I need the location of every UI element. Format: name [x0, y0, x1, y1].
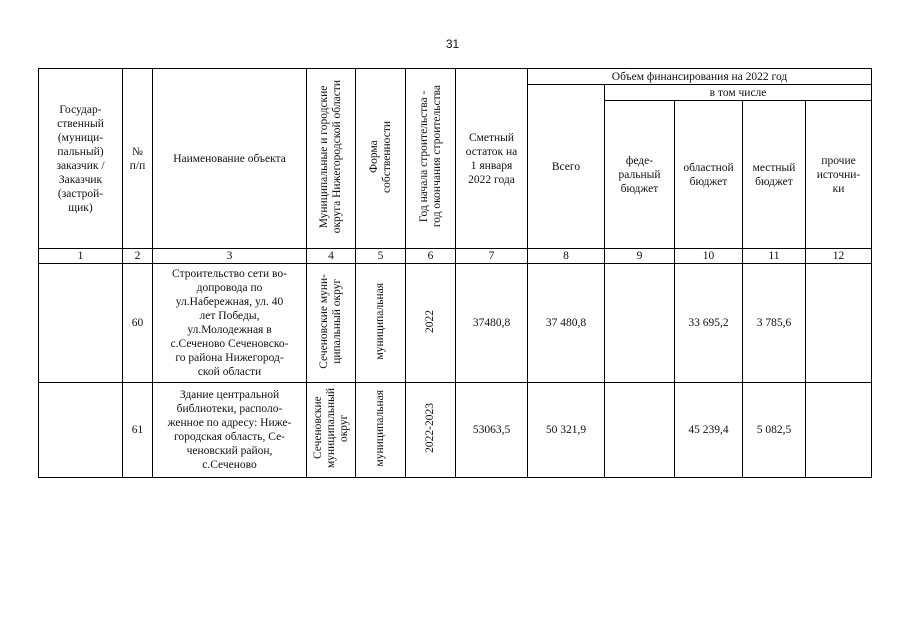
page-number: 31 [445, 37, 460, 51]
header-funding-title: Объем финансирования на 2022 год [528, 69, 872, 85]
cell-local: 5 082,5 [743, 383, 806, 478]
cell-customer [39, 383, 123, 478]
cell-years: 2022-2023 [406, 383, 456, 478]
cell-municipality: Сеченовские муни- ципальный округ [307, 264, 356, 383]
table-row [39, 383, 872, 478]
column-number: 8 [528, 249, 605, 264]
cell-number: 60 [123, 264, 153, 383]
column-number: 11 [743, 249, 806, 264]
cell-other [806, 383, 872, 478]
header-federal: феде- ральный бюджет [605, 101, 675, 249]
column-number: 10 [675, 249, 743, 264]
column-number: 1 [39, 249, 123, 264]
header-customer: Государ- ственный (муници- пальный) заказчик / Заказчик (застрой- щик) [39, 69, 123, 249]
cell-other [806, 264, 872, 383]
header-regional: областной бюджет [675, 101, 743, 249]
header-municipality: Муниципальные и городские округа Нижегородской области [307, 69, 356, 249]
column-number: 5 [356, 249, 406, 264]
header-years: Год начала строительства - год окончания строительства [406, 69, 456, 249]
column-number: 2 [123, 249, 153, 264]
header-other: прочие источни- ки [806, 101, 872, 249]
column-number: 3 [153, 249, 307, 264]
header-ownership: Форма собственности [356, 69, 406, 249]
cell-regional: 33 695,2 [675, 264, 743, 383]
table-row [39, 264, 872, 383]
cell-ownership: муниципальная [356, 383, 406, 478]
header-row [39, 69, 872, 85]
column-number-row [39, 249, 872, 264]
column-number: 9 [605, 249, 675, 264]
cell-total: 50 321,9 [528, 383, 605, 478]
cell-federal [605, 383, 675, 478]
cell-number: 61 [123, 383, 153, 478]
cell-years: 2022 [406, 264, 456, 383]
cell-local: 3 785,6 [743, 264, 806, 383]
cell-regional: 45 239,4 [675, 383, 743, 478]
header-number: № п/п [123, 69, 153, 249]
cell-federal [605, 264, 675, 383]
cell-object-name: Строительство сети во- допровода по ул.Набережная, ул. 40 лет Победы, ул.Молодежная в с.Сеченово Сеченовско- го района Нижегород- ской области [153, 264, 307, 383]
cell-municipality: Сеченовские муниципальный округ [307, 383, 356, 478]
cell-estimate: 53063,5 [456, 383, 528, 478]
column-number: 7 [456, 249, 528, 264]
column-number: 4 [307, 249, 356, 264]
cell-ownership: муниципальная [356, 264, 406, 383]
column-number: 12 [806, 249, 872, 264]
header-object-name: Наименование объекта [153, 69, 307, 249]
cell-estimate: 37480,8 [456, 264, 528, 383]
header-total: Всего [528, 85, 605, 249]
financing-table [38, 68, 872, 478]
header-estimate: Сметный остаток на 1 января 2022 года [456, 69, 528, 249]
column-number: 6 [406, 249, 456, 264]
header-local: местный бюджет [743, 101, 806, 249]
cell-object-name: Здание центральной библиотеки, располо- женное по адресу: Ниже- городская область, Се- ченовский район, с.Сеченово [153, 383, 307, 478]
cell-customer [39, 264, 123, 383]
header-including: в том числе [605, 85, 872, 101]
cell-total: 37 480,8 [528, 264, 605, 383]
